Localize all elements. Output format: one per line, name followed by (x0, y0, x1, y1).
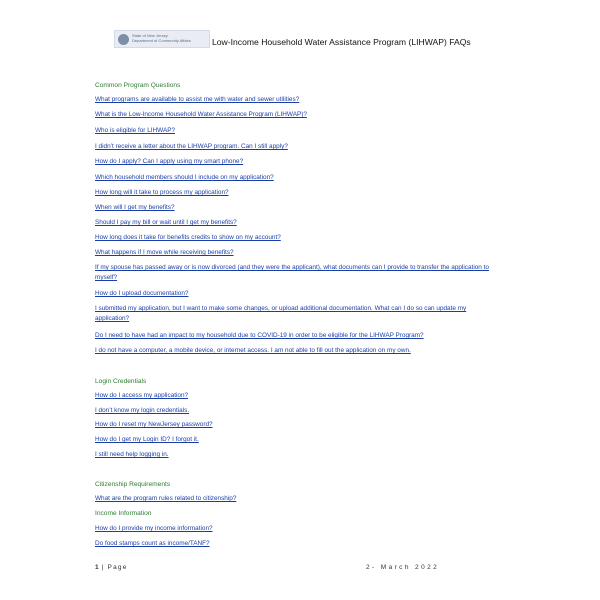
document-title: Low-Income Household Water Assistance Program (LIHWAP) FAQs (212, 37, 471, 47)
faq-link[interactable]: I don’t know my login credentials. (95, 407, 190, 414)
faq-link[interactable]: Do food stamps count as income/TANF? (95, 540, 210, 547)
faq-link[interactable]: I still need help logging in. (95, 451, 169, 458)
logo-line-2: Department of Community Affairs (132, 38, 191, 43)
faq-link[interactable]: Should I pay my bill or wait until I get my benefits? (95, 219, 237, 226)
faq-link[interactable]: Do I need to have had an impact to my household due to COVID-19 in order to be eligible for the LIHWAP Program? (95, 332, 424, 339)
section-heading-citizenship-requirements: Citizenship Requirements (95, 481, 171, 488)
faq-link[interactable]: How do I provide my income information? (95, 525, 213, 532)
page-header (114, 28, 514, 52)
faq-link[interactable]: Who is eligible for LIHWAP? (95, 127, 176, 134)
footer-date: 2- March 2022 (366, 564, 440, 571)
page-number-value: 1 (95, 564, 99, 571)
page-number (95, 564, 128, 571)
logo-line-1: State of New Jersey (132, 33, 168, 38)
faq-link[interactable]: How do I upload documentation? (95, 290, 189, 297)
section-heading-login-credentials: Login Credentials (95, 378, 147, 385)
faq-link[interactable]: I do not have a computer, a mobile device, or internet access. I am not able to fill out the application on my own. (95, 347, 411, 354)
faq-link[interactable]: If my spouse has passed away or is now divorced (and they were the applicant), what documents can I provide to transfer the application to myself? (95, 264, 489, 281)
faq-link[interactable]: I submitted my application, but I want to make some changes, or upload additional documentation. What can I do so can update my application? (95, 305, 467, 322)
faq-link[interactable]: When will I get my benefits? (95, 204, 175, 211)
faq-link[interactable]: What is the Low-Income Household Water Assistance Program (LIHWAP)? (95, 111, 307, 118)
logo-text (132, 33, 209, 43)
page-label: | Page (101, 564, 128, 571)
faq-link[interactable]: How do I apply? Can I apply using my smart phone? (95, 158, 244, 165)
section-heading-income-information: Income Information (95, 510, 152, 517)
faq-link[interactable]: What programs are available to assist me with water and sewer utilities? (95, 96, 300, 103)
faq-link[interactable]: How long does it take for benefits credits to show on my account? (95, 234, 281, 241)
faq-link[interactable]: How do I get my Login ID? I forgot it. (95, 436, 199, 443)
faq-link[interactable]: How long will it take to process my application? (95, 189, 229, 196)
faq-link[interactable]: What are the program rules related to citizenship? (95, 495, 237, 502)
faq-link[interactable]: What happens if I move while receiving benefits? (95, 249, 234, 256)
state-seal-icon (118, 34, 129, 45)
section-heading-common-program-questions: Common Program Questions (95, 82, 181, 89)
faq-link[interactable]: How do I reset my NewJersey password? (95, 421, 213, 428)
faq-link[interactable]: How do I access my application? (95, 392, 189, 399)
faq-link[interactable]: Which household members should I include on my application? (95, 174, 274, 181)
faq-link[interactable]: I didn’t receive a letter about the LIHWAP program. Can I still apply? (95, 143, 288, 150)
agency-logo (114, 30, 210, 48)
